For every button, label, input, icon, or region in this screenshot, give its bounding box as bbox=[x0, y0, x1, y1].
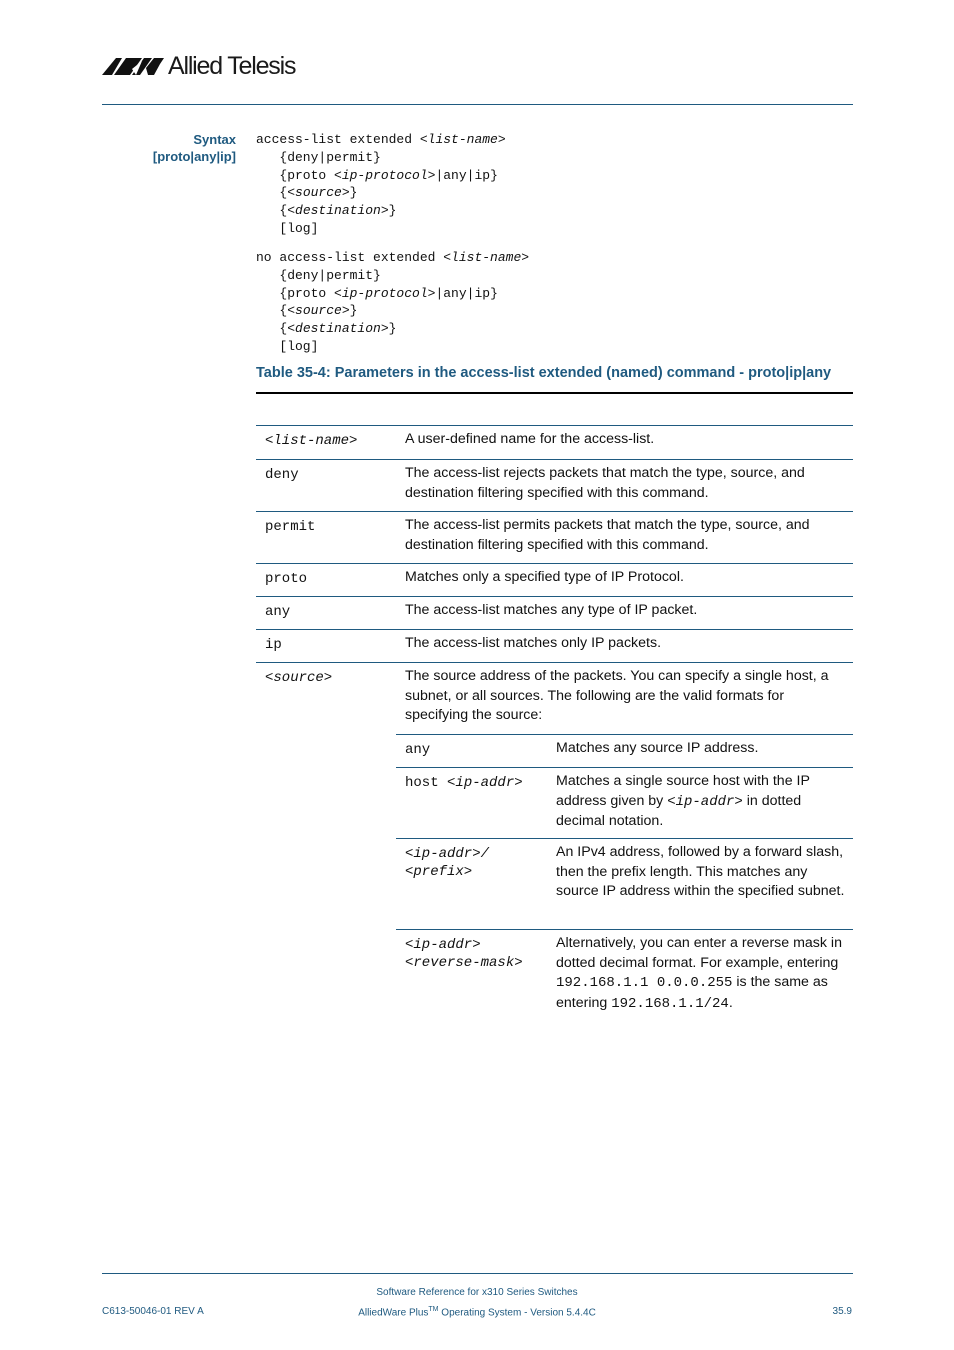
syntax-no-command bbox=[256, 249, 529, 356]
format-placeholder: <ip-addr>/ bbox=[405, 846, 490, 862]
syntax-text: > bbox=[521, 250, 530, 265]
syntax-placeholder: destination bbox=[295, 203, 381, 219]
inline-code: 192.168.1.1 0.0.0.255 bbox=[556, 975, 733, 991]
description-text: The access-list rejects packets that match the type, source, and destination filtering specified with this command. bbox=[405, 465, 805, 501]
format-placeholder: <prefix> bbox=[405, 864, 473, 880]
source-format-row bbox=[396, 929, 853, 1020]
parameter-description bbox=[405, 667, 845, 726]
syntax-text: {deny|permit} bbox=[256, 149, 381, 165]
description-text: Matches only a specified type of IP Protocol. bbox=[405, 569, 684, 585]
syntax-text: {< bbox=[256, 203, 296, 219]
source-format-row bbox=[396, 734, 853, 768]
table-row bbox=[256, 563, 853, 597]
table-title: Table 35-4: Parameters in the access-list extended (named) command - proto|ip|any bbox=[256, 365, 832, 381]
syntax-line bbox=[256, 338, 529, 356]
parameter-description bbox=[405, 516, 845, 555]
format-placeholder: <ip-addr> bbox=[405, 937, 481, 953]
description-text: Matches any source IP address. bbox=[556, 740, 759, 756]
format-keyword: host bbox=[405, 775, 448, 791]
table-row bbox=[256, 662, 853, 735]
footer-title-line2 bbox=[0, 1306, 954, 1318]
footer-rule bbox=[102, 1273, 853, 1274]
syntax-text: >} bbox=[341, 185, 358, 201]
syntax-placeholder: source bbox=[295, 185, 342, 201]
parameter-name: permit bbox=[265, 519, 316, 535]
table-row bbox=[256, 596, 853, 630]
table-row bbox=[256, 629, 853, 663]
parameter-description bbox=[405, 634, 845, 654]
source-format-description bbox=[556, 772, 846, 832]
footer-page-number: 35.9 bbox=[832, 1306, 852, 1317]
parameter-description bbox=[405, 430, 845, 450]
syntax-line bbox=[256, 220, 506, 238]
syntax-label bbox=[153, 131, 236, 165]
parameter-name: ip bbox=[265, 637, 282, 653]
description-text: in dotted decimal notation. bbox=[556, 792, 802, 829]
syntax-placeholder: ip-protocol bbox=[341, 167, 428, 183]
syntax-text: >|any|ip} bbox=[427, 167, 498, 183]
parameter-description bbox=[405, 464, 845, 503]
parameter-description bbox=[405, 601, 845, 621]
syntax-line bbox=[256, 184, 506, 202]
syntax-placeholder: list-name bbox=[451, 250, 522, 265]
parameter-name: <list-name> bbox=[265, 433, 358, 449]
source-format-description bbox=[556, 934, 846, 1014]
description-text: A user-defined name for the access-list. bbox=[405, 431, 655, 447]
description-text: is the same as entering bbox=[556, 974, 828, 1011]
syntax-text: >|any|ip} bbox=[427, 285, 498, 301]
syntax-text: {< bbox=[256, 185, 296, 201]
syntax-line bbox=[256, 131, 506, 149]
parameter-name: proto bbox=[265, 571, 308, 587]
syntax-line bbox=[256, 320, 529, 338]
inline-code: 192.168.1.1/24 bbox=[611, 995, 729, 1012]
parameter-name: any bbox=[265, 604, 291, 620]
source-format-row bbox=[396, 767, 853, 839]
syntax-line bbox=[256, 267, 529, 285]
footer-product: AlliedWare Plus bbox=[358, 1307, 429, 1319]
header-rule bbox=[102, 104, 853, 105]
description-text: . bbox=[728, 994, 733, 1011]
syntax-text: [log] bbox=[256, 220, 319, 236]
inline-code: <ip-addr> bbox=[667, 793, 743, 810]
description-text: The source address of the packets. You can specify a single host, a subnet, or all sources. The following are the valid formats for specifying the source: bbox=[405, 668, 829, 723]
brand-name: Allied Telesis bbox=[168, 51, 296, 80]
parameter-name: <source> bbox=[265, 670, 333, 686]
source-format-name bbox=[405, 774, 545, 792]
syntax-text: >} bbox=[380, 321, 397, 337]
description-text: The access-list matches only IP packets. bbox=[405, 635, 662, 651]
syntax-text: {< bbox=[256, 321, 296, 337]
syntax-placeholder: ip-protocol bbox=[341, 285, 428, 301]
source-format-description bbox=[556, 739, 846, 759]
footer-trademark: TM bbox=[428, 1306, 439, 1313]
syntax-text: access-list extended < bbox=[256, 132, 428, 147]
allied-telesis-logo-icon bbox=[102, 55, 164, 77]
description-text: Matches a single source host with the IP address given by bbox=[556, 773, 810, 809]
syntax-text: {deny|permit} bbox=[256, 267, 381, 283]
table-row bbox=[256, 459, 853, 512]
syntax-line bbox=[256, 202, 506, 220]
footer-doc-id: C613-50046-01 REV A bbox=[102, 1306, 204, 1317]
syntax-label-title: Syntax bbox=[193, 132, 236, 147]
syntax-placeholder: list-name bbox=[427, 132, 498, 147]
format-keyword: any bbox=[405, 742, 431, 758]
format-placeholder: <ip-addr> bbox=[447, 775, 523, 791]
brand-logo bbox=[102, 50, 295, 82]
format-placeholder: <reverse-mask> bbox=[405, 955, 523, 971]
parameter-name: deny bbox=[265, 467, 299, 483]
syntax-placeholder: source bbox=[295, 303, 342, 319]
table-row bbox=[256, 511, 853, 564]
source-format-description bbox=[556, 843, 846, 902]
description-text: An IPv4 address, followed by a forward slash, then the prefix length. This matches any source IP address within the specified subnet. bbox=[556, 844, 845, 899]
parameter-description bbox=[405, 568, 845, 588]
syntax-label-variant: [proto|any|ip] bbox=[152, 149, 236, 164]
table-top-rule bbox=[256, 392, 853, 394]
syntax-text: no access-list extended < bbox=[256, 250, 452, 265]
source-format-row bbox=[396, 838, 853, 930]
footer-version: Operating System - Version 5.4.4C bbox=[438, 1307, 596, 1319]
footer-title-line1: Software Reference for x310 Series Switches bbox=[376, 1287, 578, 1298]
syntax-line bbox=[256, 302, 529, 320]
syntax-line bbox=[256, 167, 506, 185]
syntax-command bbox=[256, 131, 506, 238]
table-row bbox=[256, 425, 853, 460]
syntax-text: {proto < bbox=[256, 167, 342, 183]
syntax-text: [log] bbox=[256, 338, 319, 354]
syntax-text: >} bbox=[380, 203, 397, 219]
source-format-name bbox=[405, 845, 545, 881]
syntax-text: > bbox=[497, 132, 506, 147]
source-format-name bbox=[405, 936, 545, 972]
syntax-text: >} bbox=[341, 303, 358, 319]
syntax-placeholder: destination bbox=[295, 321, 381, 337]
syntax-text: {< bbox=[256, 303, 296, 319]
syntax-line bbox=[256, 285, 529, 303]
syntax-line bbox=[256, 249, 529, 267]
source-format-name bbox=[405, 741, 545, 759]
syntax-line bbox=[256, 149, 506, 167]
syntax-text: {proto < bbox=[256, 285, 342, 301]
description-text: The access-list matches any type of IP packet. bbox=[405, 602, 698, 618]
description-text: The access-list permits packets that match the type, source, and destination filtering specified with this command. bbox=[405, 517, 810, 553]
description-text: Alternatively, you can enter a reverse mask in dotted decimal format. For example, entering bbox=[556, 935, 842, 971]
